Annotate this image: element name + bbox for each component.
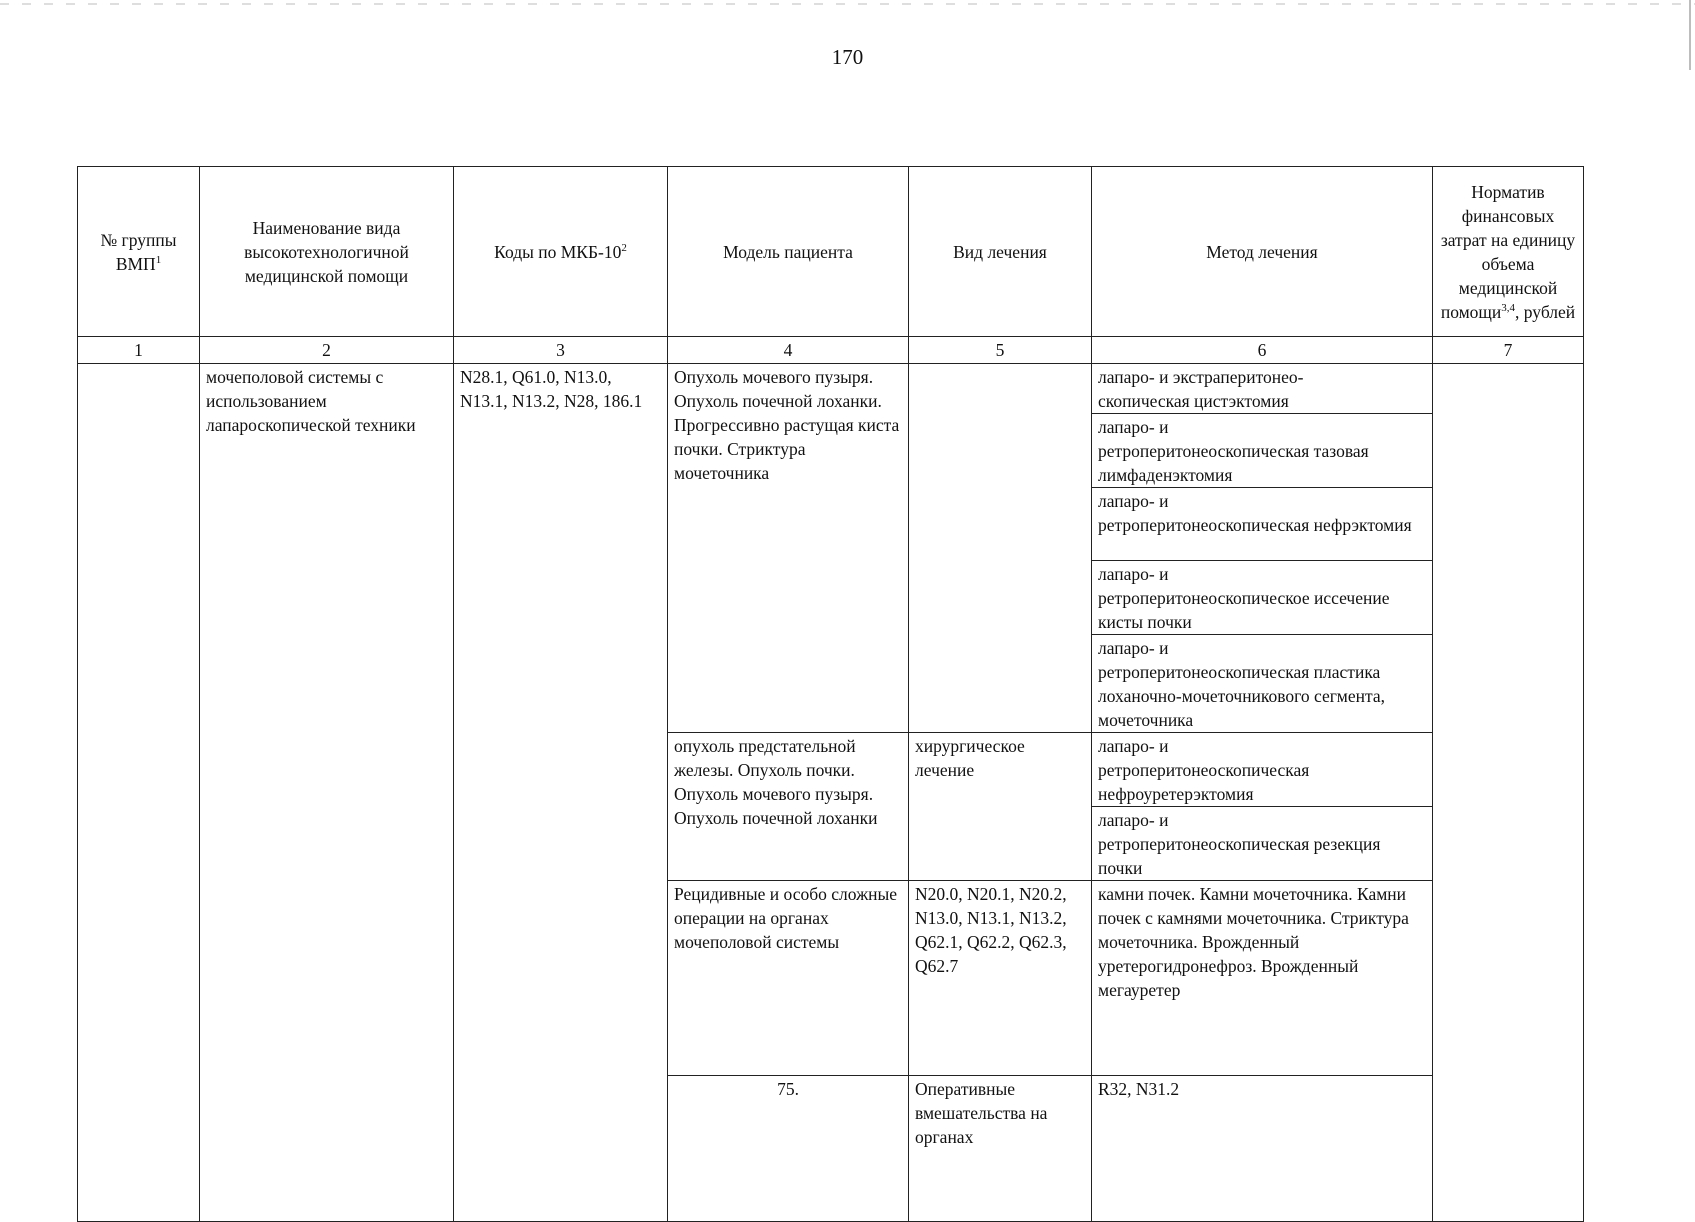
patient-model-cell: камни почек. Камни мочеточника. Камни почек с камнями мочеточника. Стриктура мочеточника. Врожденный уретерогидронефроз. Врожденный мегауретер — [1092, 881, 1433, 1076]
cost-cell — [1433, 364, 1584, 1222]
column-number: 1 — [78, 337, 200, 364]
table-row — [78, 364, 1584, 414]
header-treatment-type: Вид лечения — [909, 167, 1092, 337]
treatment-method-cell: лапаро- и ретроперитонеоскопическая пластика лоханочно-мочеточникового сегмента, мочеточника — [1092, 635, 1433, 733]
header-group-number: № группы ВМП$^1$ — [78, 167, 200, 337]
column-number: 4 — [668, 337, 909, 364]
treatment-method-cell: лапаро- и ретроперитонеоскопическая тазовая лимфаденэктомия — [1092, 414, 1433, 488]
column-number-row — [78, 337, 1584, 364]
column-number: 5 — [909, 337, 1092, 364]
treatment-method-cell: лапаро- и ретроперитонеоскопическая нефрэктомия — [1092, 488, 1433, 561]
patient-model-cell: Опухоль мочевого пузыря. Опухоль почечной лоханки. Прогрессивно растущая киста почки. Стриктура мочеточника — [668, 364, 909, 733]
scan-edge-artifact — [0, 3, 1695, 5]
treatment-method-cell: лапаро- и экстраперитонео- скопическая цистэктомия — [1092, 364, 1433, 414]
group-number-cell — [78, 364, 200, 1222]
treatment-method-cell: лапаро- и ретроперитонеоскопическая нефроуретерэктомия — [1092, 733, 1433, 807]
care-type-cell: Оперативные вмешательства на органах — [909, 1076, 1092, 1222]
column-number: 7 — [1433, 337, 1584, 364]
header-cost-norm: Норматив финансовых затрат на единицу объема медицинской помощи$^{3,4}$, рублей — [1433, 167, 1584, 337]
medical-care-table — [77, 166, 1584, 1222]
icd-codes-cell: R32, N31.2 — [1092, 1076, 1433, 1222]
header-care-type: Наименование вида высокотехнологичной медицинской помощи — [200, 167, 454, 337]
icd-codes-cell: N20.0, N20.1, N20.2, N13.0, N13.1, N13.2, Q62.1, Q62.2, Q62.3, Q62.7 — [909, 881, 1092, 1076]
treatment-method-cell: лапаро- и ретроперитонеоскопическая резекция почки — [1092, 807, 1433, 881]
icd-codes-cell: N28.1, Q61.0, N13.0, N13.1, N13.2, N28, 186.1 — [454, 364, 668, 1222]
treatment-method-cell: лапаро- и ретроперитонеоскопическое иссечение кисты почки — [1092, 561, 1433, 635]
group-number-cell: 75. — [668, 1076, 909, 1222]
patient-model-cell: опухоль предстательной железы. Опухоль почки. Опухоль мочевого пузыря. Опухоль почечной лоханки — [668, 733, 909, 881]
header-row — [78, 167, 1584, 337]
treatment-type-cell: хирургическое лечение — [909, 733, 1092, 881]
column-number: 3 — [454, 337, 668, 364]
care-type-cell: мочеполовой системы с использованием лапароскопической техники — [200, 364, 454, 1222]
column-number: 2 — [200, 337, 454, 364]
header-icd-codes: Коды по МКБ-$10^2$ — [454, 167, 668, 337]
header-patient-model: Модель пациента — [668, 167, 909, 337]
page-number: 170 — [831, 45, 864, 69]
column-number: 6 — [1092, 337, 1433, 364]
treatment-type-cell — [909, 364, 1092, 733]
header-treatment-method: Метод лечения — [1092, 167, 1433, 337]
care-type-cell: Рецидивные и особо сложные операции на органах мочеполовой системы — [668, 881, 909, 1076]
